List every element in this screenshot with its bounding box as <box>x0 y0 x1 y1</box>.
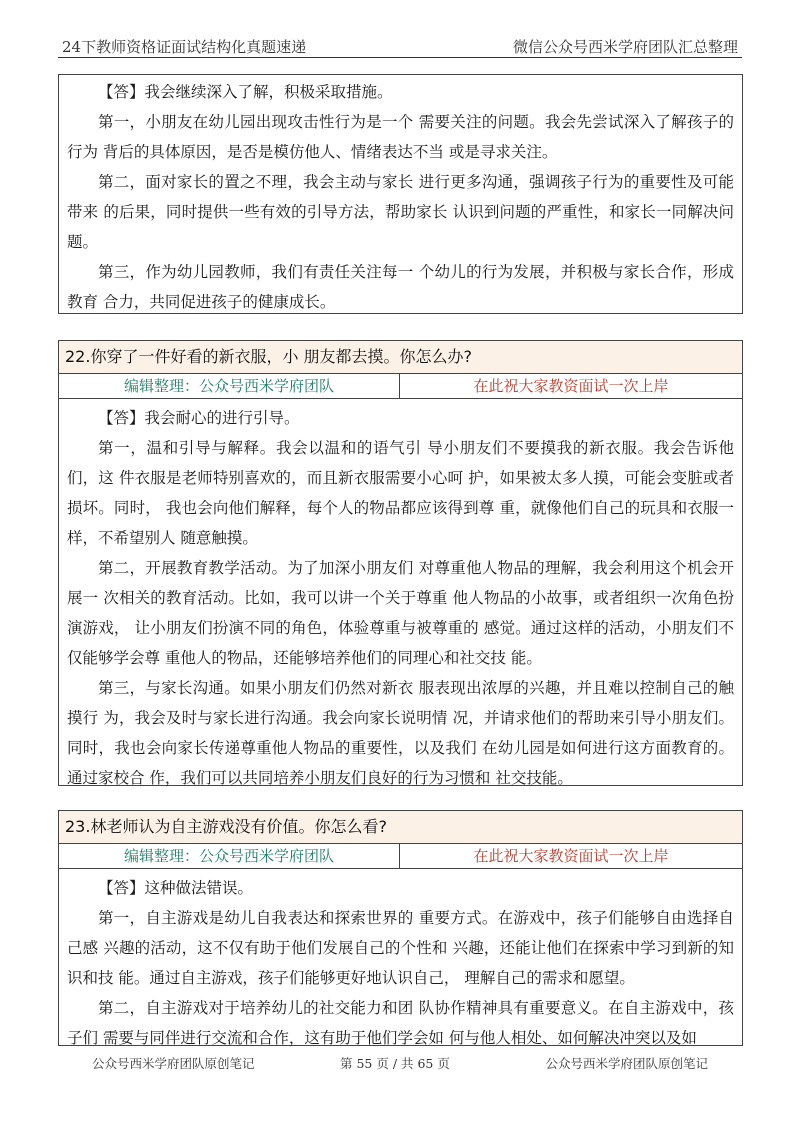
answer-paragraph: 第一，自主游戏是幼儿自我表达和探索世界的 重要方式。在游戏中，孩子们能够自由选择自己感 兴趣的活动，这不仅有助于他们发展自己的个性和 兴趣，还能让他们在探索中学习到新的知识和技 能。通过自主游戏，孩子们能够更好地认识自己， 理解自己的需求和愿望。 <box>67 909 734 987</box>
answer-paragraph: 【答】这种做法错误。 <box>98 879 254 897</box>
answer-paragraph: 第二，开展教育教学活动。为了加深小朋友们 对尊重他人物品的理解，我会利用这个机会开展一 次相关的教育活动。比如，我可以讲一个关于尊重 他人物品的小故事，或者组织一次角色扮演游戏， 让小朋友们扮演不同的角色，体验尊重与被尊重的 感觉。通过这样的活动，小朋友们不仅能够学会尊 重他人的物品，还能够培养他们的同理心和社交技 能。 <box>67 559 734 667</box>
wish-text: 在此祝大家教资面试一次上岸 <box>473 847 669 865</box>
editor-credit: 编辑整理：公众号西米学府团队 <box>59 844 400 868</box>
answer-paragraph: 第三，作为幼儿园教师，我们有责任关注每一 个幼儿的行为发展，并积极与家长合作，形成教育 合力，共同促进孩子的健康成长。 <box>67 263 734 311</box>
answer-paragraph: 【答】我会继续深入了解，积极采取措施。 <box>98 83 393 101</box>
question-22-title: 22.你穿了一件好看的新衣服，小 朋友都去摸。你怎么办? <box>59 341 742 374</box>
question-23-title: 23.林老师认为自主游戏没有价值。你怎么看? <box>59 811 742 844</box>
header-divider <box>58 57 742 58</box>
header-left-title: 24下教师资格证面试结构化真题速递 <box>62 38 307 56</box>
answer-paragraph: 第二，自主游戏对于培养幼儿的社交能力和团 队协作精神具有重要意义。在自主游戏中，孩子们 需要与同伴进行交流和合作，这有助于他们学会如 何与他人相处、如何解决冲突以及如 <box>67 999 734 1047</box>
wish-text: 在此祝大家教资面试一次上岸 <box>473 377 669 395</box>
header-right-title: 微信公众号西米学府团队汇总整理 <box>512 38 738 56</box>
answer-paragraph: 第二，面对家长的置之不理，我会主动与家长 进行更多沟通，强调孩子行为的重要性及可能带来 的后果，同时提供一些有效的引导方法，帮助家长 认识到问题的严重性，和家长一同解决问题。 <box>67 173 734 251</box>
editor-credit: 编辑整理：公众号西米学府团队 <box>59 374 400 398</box>
prev-answer-body <box>59 75 742 323</box>
question-23-box <box>58 810 743 1046</box>
footer-right: 公众号西米学府团队原创笔记 <box>545 1056 708 1071</box>
question-23-meta-row <box>59 844 742 869</box>
question-23-answer <box>59 869 742 1059</box>
answer-paragraph: 第一，温和引导与解释。我会以温和的语气引 导小朋友们不要摸我的新衣服。我会告诉他们，这 件衣服是老师特别喜欢的，而且新衣服需要小心呵 护，如果被太多人摸，可能会变脏或者损坏。同时， 我也会向他们解释，每个人的物品都应该得到尊 重，就像他们自己的玩具和衣服一样，不希望别人 随意触摸。 <box>67 439 734 547</box>
question-22-meta-row <box>59 374 742 399</box>
answer-paragraph: 【答】我会耐心的进行引导。 <box>98 409 300 427</box>
page-footer <box>58 1054 742 1078</box>
answer-paragraph: 第一，小朋友在幼儿园出现攻击性行为是一个 需要关注的问题。我会先尝试深入了解孩子的行为 背后的具体原因，是否是模仿他人、情绪表达不当 或是寻求关注。 <box>67 113 734 161</box>
prev-answer-box <box>58 74 743 314</box>
page-number: 第 55 页 / 共 65 页 <box>340 1056 450 1071</box>
question-22-answer <box>59 399 742 799</box>
question-22-box <box>58 340 743 786</box>
page-header <box>58 30 742 58</box>
footer-left: 公众号西米学府团队原创笔记 <box>92 1056 255 1071</box>
answer-paragraph: 第三，与家长沟通。如果小朋友们仍然对新衣 服表现出浓厚的兴趣，并且难以控制自己的触摸行 为，我会及时与家长进行沟通。我会向家长说明情 况，并请求他们的帮助来引导小朋友们。同时，我也会向家长传递尊重他人物品的重要性，以及我们 在幼儿园是如何进行这方面教育的。通过家校合 作，我们可以共同培养小朋友们良好的行为习惯和 社交技能。 <box>67 679 734 787</box>
